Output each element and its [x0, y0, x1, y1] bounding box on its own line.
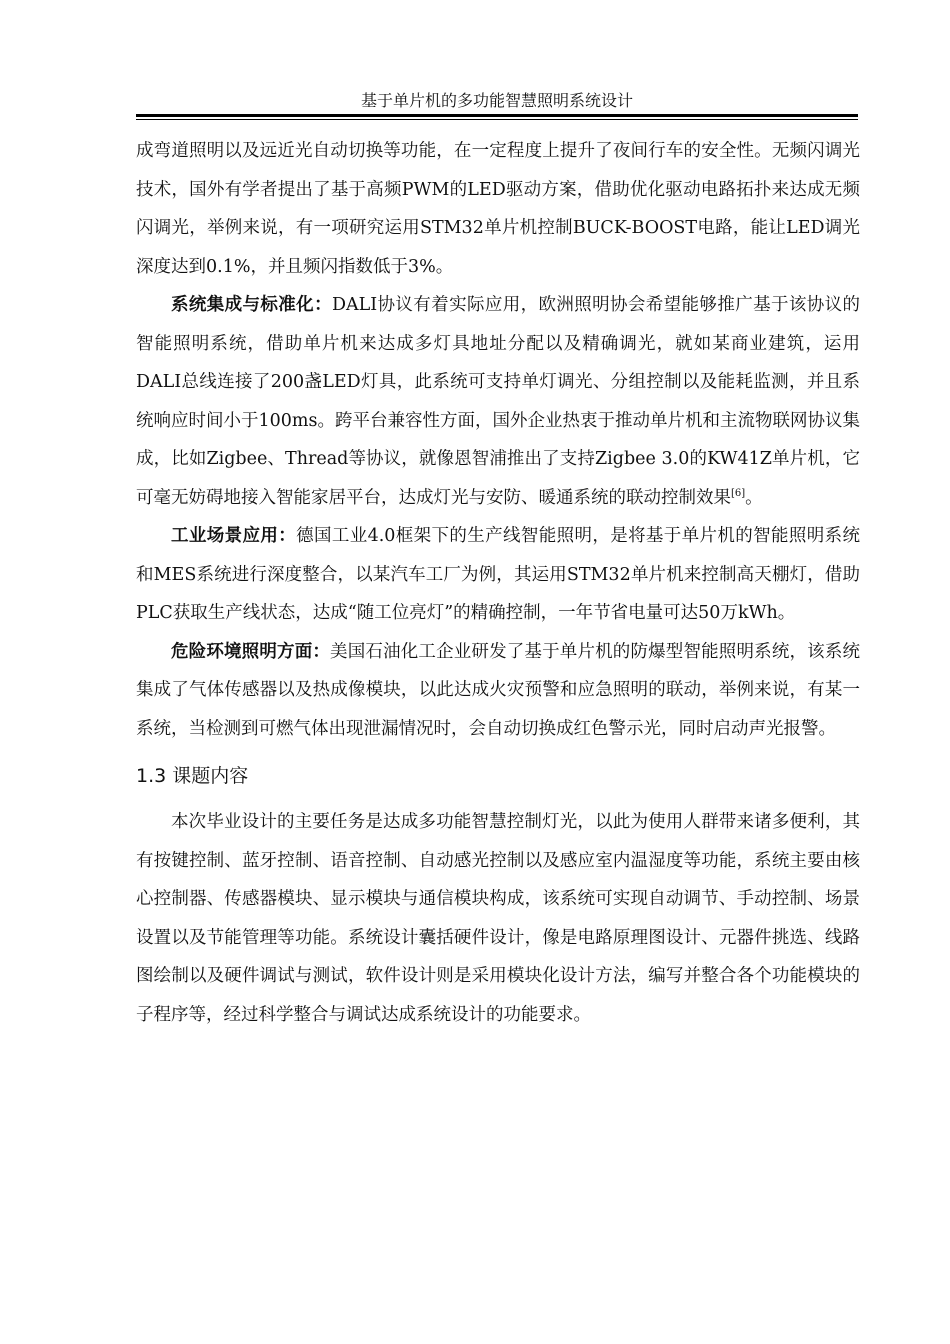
paragraph-2-end: 。: [745, 487, 763, 508]
paragraph-4: [136, 633, 860, 749]
paragraph-2: [136, 286, 860, 517]
body-content: [136, 132, 860, 1034]
paragraph-4-keyword: 危险环境照明方面：: [171, 641, 331, 662]
page-header: 基于单片机的多功能智慧照明系统设计: [360, 91, 633, 110]
section-heading: 1.3 课题内容: [136, 765, 249, 787]
paragraph-3: [136, 517, 860, 633]
paragraph-1: 成弯道照明以及远近光自动切换等功能，在一定程度上提升了夜间行车的安全性。无频闪调光技术，国外有学者提出了基于高频PWM的LED驱动方案，借助优化驱动电路拓扑来达成无频闪调光，举例来说，有一项研究运用STM32单片机控制BUCK-BOOST电路，能让LED调光深度达到0.1%，并且频闪指数低于3%。: [136, 141, 860, 277]
paragraph-4-text: 美国石油化工企业研发了基于单片机的防爆型智能照明系统，该系统集成了气体传感器以及热成像模块，以此达成火灾预警和应急照明的联动，举例来说，有某一系统，当检测到可燃气体出现泄漏情况时，会自动切换成红色警示光，同时启动声光报警。: [136, 641, 861, 739]
paragraph-2-keyword: 系统集成与标准化：: [171, 295, 332, 315]
paragraph-3-keyword: 工业场景应用：: [171, 526, 297, 546]
paragraph-3-text: 德国工业4.0框架下的生产线智能照明，是将基于单片机的智能照明系统和MES系统进行深度整合，以某汽车工厂为例，其运用STM32单片机来控制高天棚灯，借助PLC获取生产线状态，达成“随工位亮灯”的精确控制，一年节省电量可达50万kWh。: [136, 526, 860, 623]
paragraph-5: 本次毕业设计的主要任务是达成多功能智慧控制灯光，以此为使用人群带来诸多便利，其有按键控制、蓝牙控制、语音控制、自动感光控制以及感应室内温湿度等功能，系统主要由核心控制器、传感器模块、显示模块与通信模块构成，该系统可实现自动调节、手动控制、场景设置以及节能管理等功能。系统设计囊括硬件设计，像是电路原理图设计、元器件挑选、线路图绘制以及硬件调试与测试，软件设计则是采用模块化设计方法，编写并整合各个功能模块的子程序等，经过科学整合与调试达成系统设计的功能要求。: [136, 812, 860, 1025]
citation-6: [6]: [731, 487, 746, 499]
header-rule-thick: [136, 114, 858, 117]
header-rule-thin: [136, 119, 858, 120]
paragraph-2-text: DALI协议有着实际应用，欧洲照明协会希望能够推广基于该协议的智能照明系统，借助单片机来达成多灯具地址分配以及精确调光，就如某商业建筑，运用DALI总线连接了200盏LED灯具，此系统可支持单灯调光、分组控制以及能耗监测，并且系统响应时间小于100ms。跨平台兼容性方面，国外企业热衷于推动单片机和主流物联网协议集成，比如Zigbee、Thread等协议，就像恩智浦推出了支持Zigbee 3.0的KW41Z单片机，它可毫无妨碍地接入智能家居平台，达成灯光与安防、暖通系统的联动控制效果: [136, 295, 861, 508]
